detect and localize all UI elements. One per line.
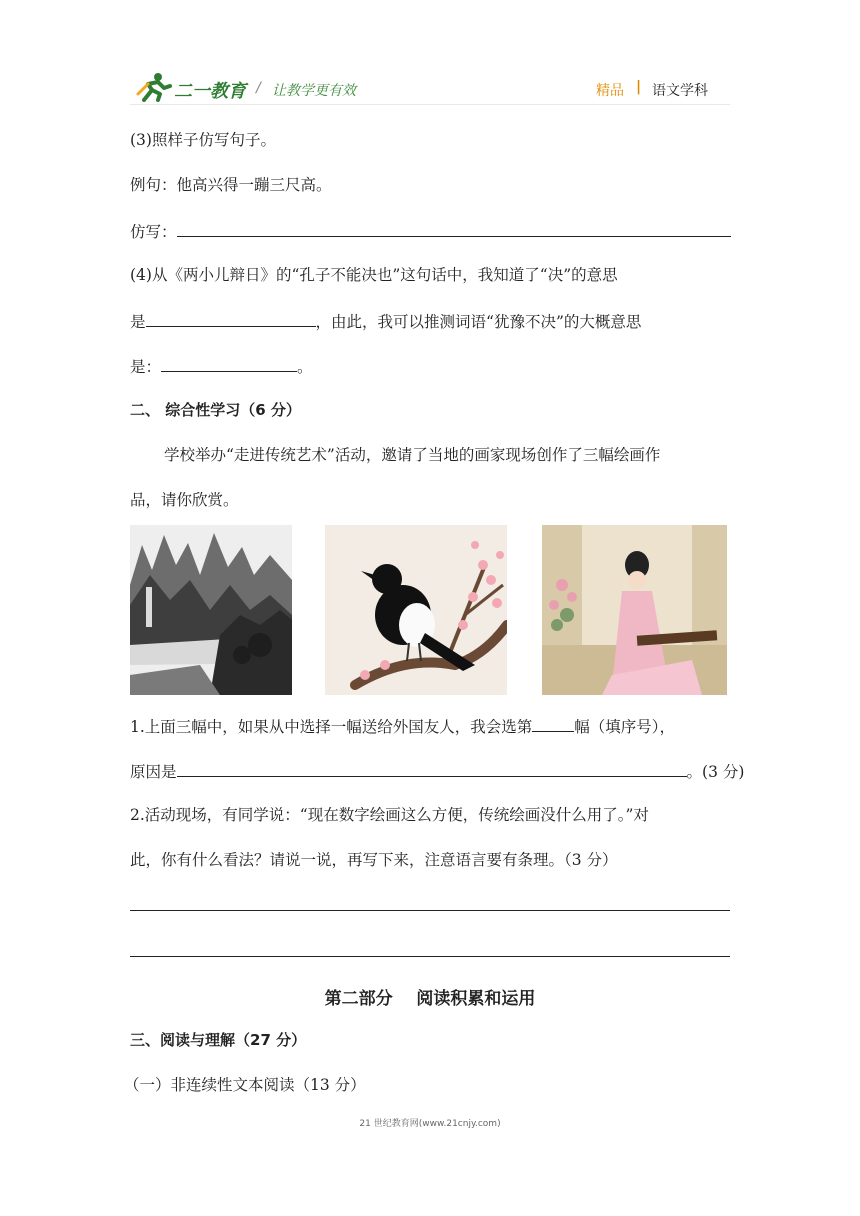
section2-intro-1: 学校举办“走进传统艺术”活动，邀请了当地的画家现场创作了三幅绘画作 bbox=[164, 446, 661, 464]
sq1-reason-label: 原因是 bbox=[130, 763, 177, 781]
q4-line3 bbox=[130, 355, 313, 377]
q4-line3-end: 。 bbox=[297, 358, 313, 376]
q4-line2-start: 是 bbox=[130, 313, 146, 331]
sq1-score: 。(3 分) bbox=[686, 763, 745, 781]
q4-line2-end: ，由此，我可以推测词语“犹豫不决”的大概意思 bbox=[315, 313, 642, 331]
landscape-ink-icon bbox=[130, 525, 292, 695]
section2-intro-2: 品，请你欣赏。 bbox=[130, 491, 239, 509]
sq2-line2: 此，你有什么看法？请说一说，再写下来，注意语言要有条理。（3 分） bbox=[130, 851, 618, 869]
header-rule bbox=[130, 104, 730, 105]
answer-line-2[interactable] bbox=[130, 956, 730, 957]
part2-title: 第二部分 阅读积累和运用 bbox=[324, 989, 536, 1009]
section2-heading: 二、 综合性学习（6 分） bbox=[130, 401, 301, 419]
sq1-line2 bbox=[130, 760, 744, 782]
runner-logo-icon bbox=[136, 72, 174, 102]
q4-line1: (4)从《两小儿辩日》的“孔子不能决也”这句话中，我知道了“决”的意思 bbox=[130, 266, 618, 284]
guzheng-lady-icon bbox=[542, 525, 727, 695]
youyu-meaning-blank[interactable] bbox=[161, 355, 297, 372]
section3-sub: （一）非连续性文本阅读（13 分） bbox=[124, 1076, 366, 1094]
magpie-icon bbox=[325, 525, 507, 695]
painting-guzheng-lady bbox=[542, 525, 727, 695]
sq1-line1-start: 1.上面三幅中，如果从中选择一幅送给外国友人，我会选第 bbox=[130, 718, 533, 736]
answer-line-1[interactable] bbox=[130, 910, 730, 911]
q3-example: 例句：他高兴得一蹦三尺高。 bbox=[130, 176, 332, 194]
q4-line3-start: 是： bbox=[130, 358, 162, 376]
q3-imitate bbox=[130, 220, 731, 242]
painting-magpie bbox=[325, 525, 507, 695]
sq1-line1 bbox=[130, 715, 675, 737]
logo-text: 二一教育 bbox=[174, 81, 246, 102]
header-subject: 语文学科 bbox=[652, 83, 708, 99]
q3-title: (3)照样子仿写句子。 bbox=[130, 131, 276, 149]
jue-meaning-blank[interactable] bbox=[146, 310, 316, 327]
section3-heading: 三、阅读与理解（27 分） bbox=[130, 1031, 307, 1049]
sq1-line1-end: 幅（填序号）， bbox=[574, 718, 676, 736]
painting-landscape bbox=[130, 525, 292, 695]
sq2-line1: 2.活动现场，有同学说：“现在数字绘画这么方便，传统绘画没什么用了。”对 bbox=[130, 806, 649, 824]
footer: 21 世纪教育网(www.21cnjy.com) bbox=[359, 1119, 501, 1129]
header-separator: / bbox=[256, 80, 261, 96]
imitate-blank[interactable] bbox=[177, 220, 731, 237]
imitate-label: 仿写： bbox=[130, 223, 177, 241]
header-divider: | bbox=[636, 79, 642, 95]
header-slogan: 让教学更有效 bbox=[272, 83, 356, 99]
q4-line2 bbox=[130, 310, 641, 332]
header-quality: 精品 bbox=[596, 83, 624, 99]
reason-blank[interactable] bbox=[177, 760, 687, 777]
painting-number-blank[interactable] bbox=[532, 715, 574, 732]
